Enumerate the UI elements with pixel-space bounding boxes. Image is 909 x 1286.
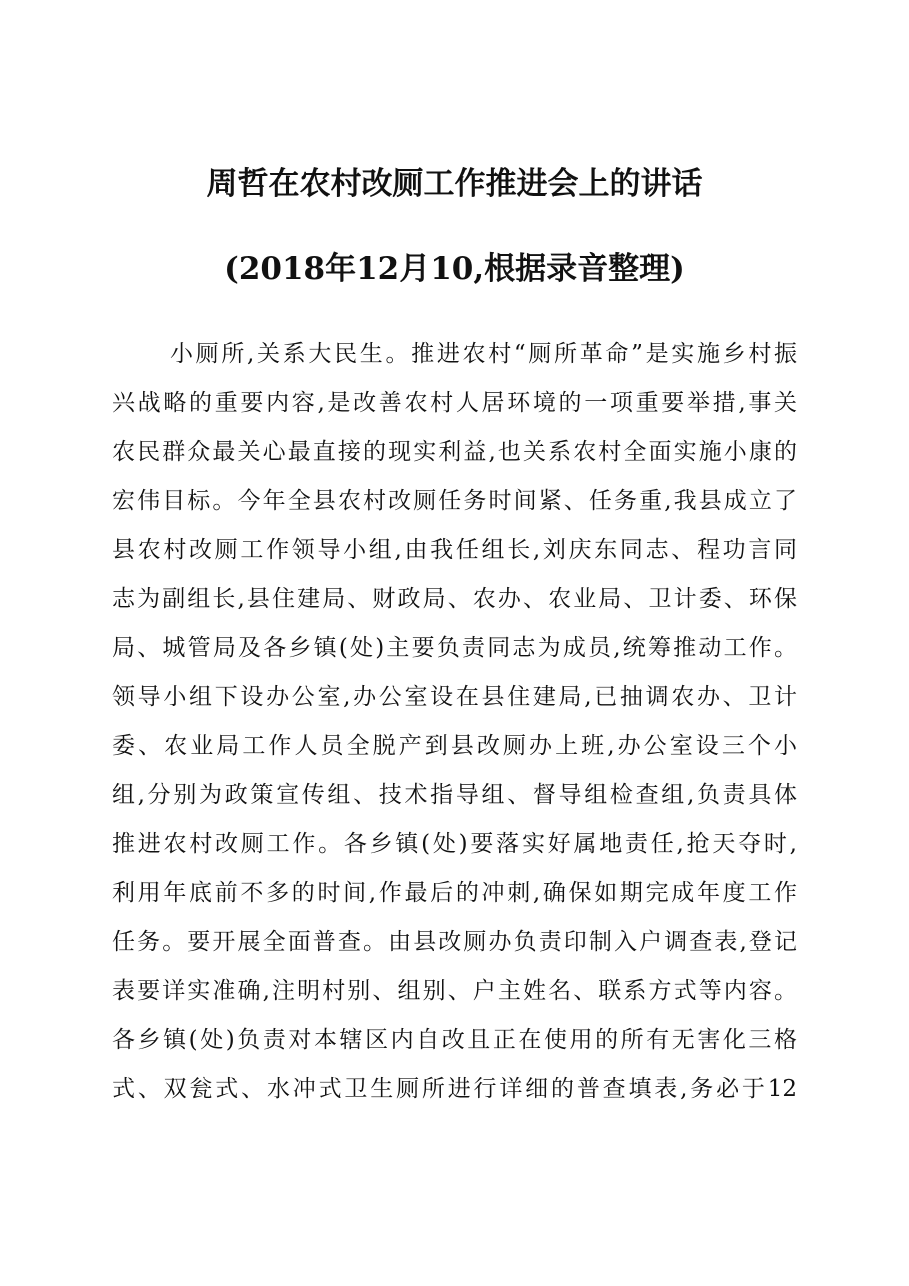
body-line: 领导小组下设办公室,办公室设在县住建局,已抽调农办、卫计 (112, 684, 797, 710)
body-line: 利用年底前不多的时间,作最后的冲刺,确保如期完成年度工作 (112, 880, 797, 906)
document-title: 周哲在农村改厕工作推进会上的讲话 (206, 166, 703, 202)
body-line: 表要详实准确,注明村别、组别、户主姓名、联系方式等内容。 (112, 978, 797, 1004)
body-line: 兴战略的重要内容,是改善农村人居环境的一项重要举措,事关 (112, 390, 797, 416)
body-line: 宏伟目标。今年全县农村改厕任务时间紧、任务重,我县成立了 (112, 488, 797, 514)
body-line: 式、双瓮式、水冲式卫生厕所进行详细的普查填表,务必于12 (112, 1076, 797, 1102)
body-line: 志为副组长,县住建局、财政局、农办、农业局、卫计委、环保 (112, 586, 797, 612)
body-line: 各乡镇(处)负责对本辖区内自改且正在使用的所有无害化三格 (112, 1027, 797, 1053)
document-subtitle: (2018年12月10,根据录音整理) (224, 251, 685, 287)
body-line: 委、农业局工作人员全脱产到县改厕办上班,办公室设三个小 (112, 733, 797, 759)
body-line: 小厕所,关系大民生。推进农村“厕所革命”是实施乡村振 (170, 341, 797, 367)
body-line: 任务。要开展全面普查。由县改厕办负责印制入户调查表,登记 (112, 929, 797, 955)
body-line: 局、城管局及各乡镇(处)主要负责同志为成员,统筹推动工作。 (112, 635, 797, 661)
body-line: 组,分别为政策宣传组、技术指导组、督导组检查组,负责具体 (112, 782, 797, 808)
body-line: 农民群众最关心最直接的现实利益,也关系农村全面实施小康的 (112, 439, 797, 465)
body-line: 推进农村改厕工作。各乡镇(处)要落实好属地责任,抢天夺时, (112, 831, 797, 857)
body-line: 县农村改厕工作领导小组,由我任组长,刘庆东同志、程功言同 (112, 537, 797, 563)
